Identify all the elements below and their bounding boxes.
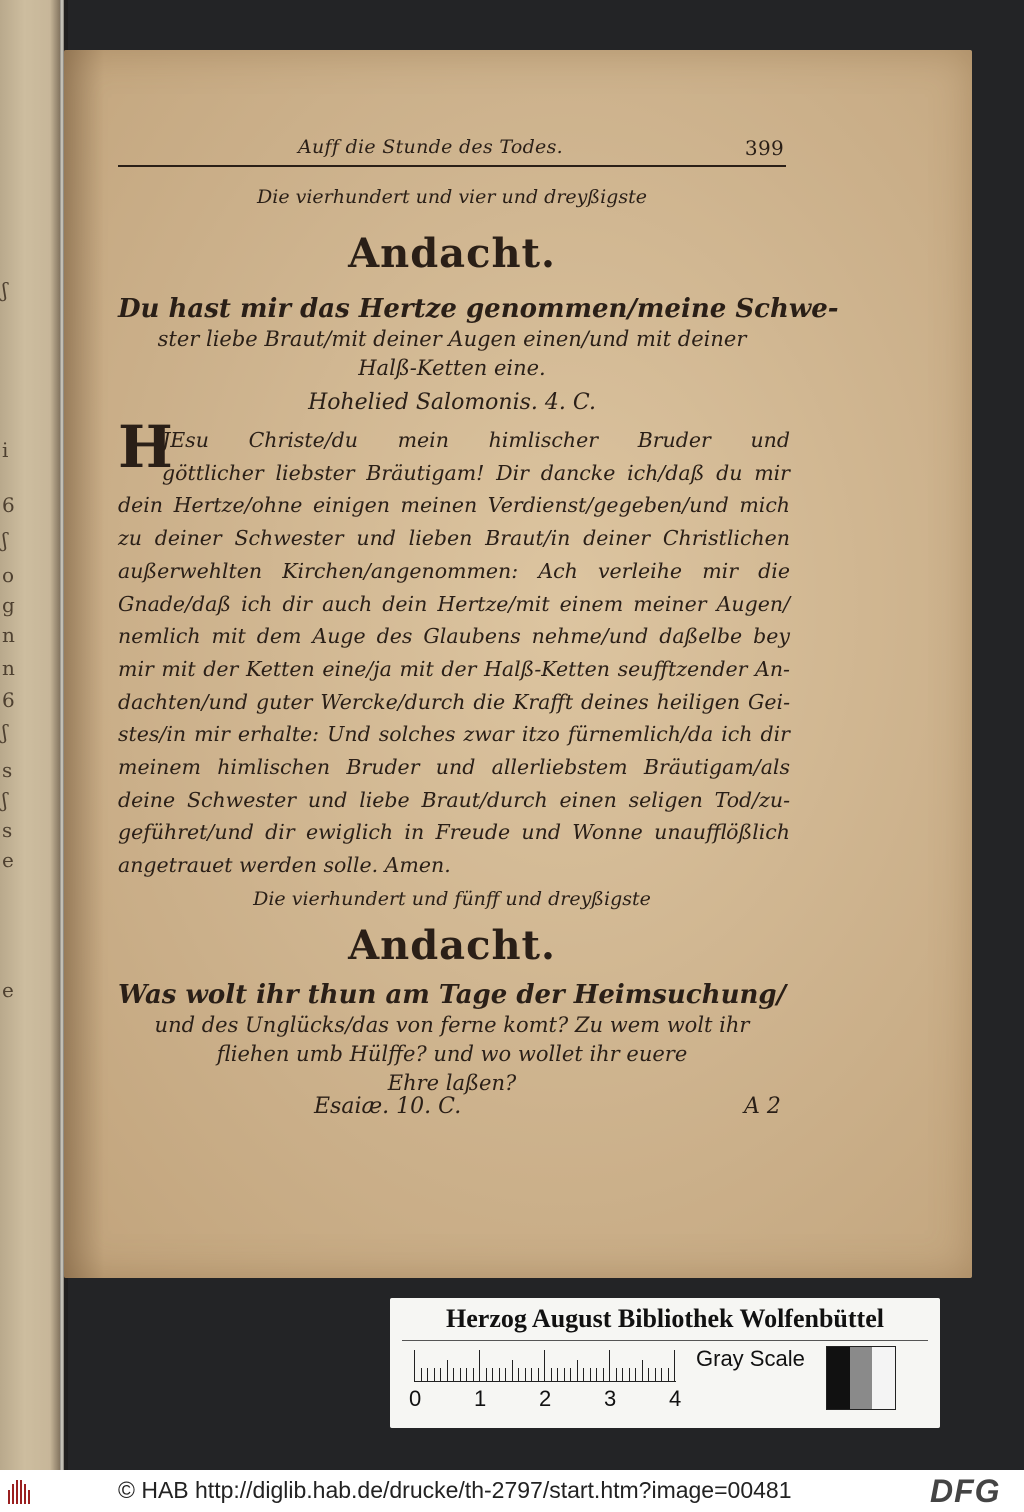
white-swatch: [872, 1347, 895, 1409]
ruler-tick: [570, 1368, 571, 1382]
ruler-tick: [538, 1368, 539, 1382]
ruler-tick: [499, 1368, 500, 1382]
body-line: mir mit der Ketten eine/ja mit der Halß-Ketten seufftzender An-: [118, 656, 790, 681]
page-number: 399: [744, 136, 784, 160]
body-line: dachten/und guter Wercke/durch die Krafft deines heiligen Gei-: [118, 689, 790, 714]
section2-reference: Esaiæ. 10. C.: [314, 1094, 462, 1119]
running-title: Auff die Stunde des Todes.: [298, 136, 563, 158]
ruler-tick: [590, 1368, 591, 1382]
ruler-label: 4: [669, 1386, 682, 1411]
dfg-logo: DFG: [930, 1473, 1001, 1509]
ruler-tick: [668, 1368, 669, 1382]
ruler-tick: [447, 1360, 448, 1382]
section1-heading: Andacht.: [348, 230, 556, 277]
section2-verse-line: und des Unglücks/das von ferne komt? Zu wem wolt ihr: [154, 1013, 750, 1037]
measurement-ruler: [414, 1350, 676, 1382]
ruler-label: 0: [409, 1386, 422, 1411]
black-swatch: [827, 1347, 850, 1409]
section2-heading: Andacht.: [348, 922, 556, 969]
ruler-tick: [518, 1368, 519, 1382]
body-line: göttlicher liebster Bräutigam! Dir dancke ich/daß du mir: [162, 460, 790, 485]
body-line: Gnade/daß ich dir auch dein Hertze/mit einem meiner Augen/: [118, 591, 790, 616]
ruler-tick: [622, 1368, 623, 1382]
body-line: JEsu Christe/du mein himlischer Bruder und: [162, 428, 790, 452]
section1-verse-line: Du hast mir das Hertze genommen/meine Schwe-: [118, 294, 839, 324]
body-line: geführet/und dir ewiglich in Freude und Wonne unaufflößlich: [118, 820, 790, 845]
ruler-tick: [531, 1368, 532, 1382]
previous-page-edge: ʃ i 6 ʃ o g n n 6 ʃ s ʃ s e e: [0, 0, 62, 1470]
library-logo-icon: [8, 1478, 34, 1504]
ruler-tick: [473, 1368, 474, 1382]
ruler-tick: [596, 1368, 597, 1382]
ruler-tick: [460, 1368, 461, 1382]
body-line: zu deiner Schwester und lieben Braut/in deiner Christlichen: [118, 526, 790, 551]
mid-gray-swatch: [850, 1347, 873, 1409]
book-page: [64, 50, 972, 1278]
ruler-tick: [453, 1368, 454, 1382]
section1-verse-line: Halß-Ketten eine.: [358, 356, 546, 380]
section2-intro: Die vierhundert und fünff und dreyßigste: [253, 888, 651, 910]
ruler-tick: [486, 1368, 487, 1382]
ruler-tick: [479, 1350, 480, 1382]
ruler-label: 2: [539, 1386, 552, 1411]
section2-verse-line: fliehen umb Hülffe? und wo wollet ihr euere: [216, 1042, 688, 1066]
ruler-tick: [583, 1368, 584, 1382]
ruler-tick: [512, 1360, 513, 1382]
body-line: nemlich mit dem Auge des Glaubens nehme/und daßelbe bey: [118, 624, 790, 649]
ruler-tick: [557, 1368, 558, 1382]
ruler-tick: [616, 1368, 617, 1382]
page-gutter-shade: [64, 50, 104, 1278]
ruler-tick: [427, 1368, 428, 1382]
ruler-tick: [635, 1368, 636, 1382]
ruler-tick: [577, 1360, 578, 1382]
body-line: dein Hertze/ohne einigen meinen Verdienst/gegeben/und mich: [118, 493, 790, 518]
gray-scale-swatches: [826, 1346, 896, 1410]
section2-verse-line: Ehre laßen?: [387, 1071, 517, 1095]
running-head-rule: [118, 165, 786, 167]
ruler-tick: [642, 1360, 643, 1382]
section1-intro: Die vierhundert und vier und dreyßigste: [257, 186, 647, 208]
ruler-tick: [629, 1368, 630, 1382]
copyright-link[interactable]: © HAB http://diglib.hab.de/drucke/th-2797/start.htm?image=00481: [118, 1477, 792, 1503]
ruler-tick: [661, 1368, 662, 1382]
ruler-tick: [551, 1368, 552, 1382]
ruler-tick: [609, 1350, 610, 1382]
ruler-tick: [505, 1368, 506, 1382]
body-line: angetrauet werden solle. Amen.: [118, 853, 451, 878]
section1-body: [118, 424, 790, 882]
ruler-tick: [564, 1368, 565, 1382]
color-scale-card: [390, 1298, 940, 1428]
viewer-footer: [0, 1470, 1024, 1512]
body-line: stes/in mir erhalte: Und solches zwar itzo fürnemlich/da ich dir: [118, 722, 790, 747]
section2-verse-line: Was wolt ihr thun am Tage der Heimsuchung/: [118, 980, 787, 1010]
section1-verse-line: ster liebe Braut/mit deiner Augen einen/und mit deiner: [157, 327, 747, 351]
ruler-tick: [648, 1368, 649, 1382]
ruler-label: 3: [604, 1386, 617, 1411]
ruler-tick: [434, 1368, 435, 1382]
signature-mark: A 2: [744, 1094, 781, 1119]
ruler-tick: [655, 1368, 656, 1382]
ruler-tick: [466, 1368, 467, 1382]
body-line: meinem himlischen Bruder und allerliebstem Bräutigam/als: [118, 755, 790, 780]
card-divider: [402, 1340, 928, 1341]
section2-verse: [118, 980, 786, 1098]
library-name: Herzog August Bibliothek Wolfenbüttel: [446, 1304, 884, 1333]
ruler-tick: [421, 1368, 422, 1382]
section1-reference: Hohelied Salomonis. 4. C.: [308, 390, 596, 415]
ruler-tick: [525, 1368, 526, 1382]
ruler-tick: [440, 1368, 441, 1382]
body-line: außerwehlten Kirchen/angenommen: Ach verleihe mir die: [118, 558, 790, 583]
section1-verse: [118, 294, 839, 383]
drop-cap: H: [118, 413, 173, 481]
body-line: deine Schwester und liebe Braut/durch einen seligen Tod/zu-: [118, 787, 790, 812]
ruler-label: 1: [474, 1386, 487, 1411]
ruler-tick: [544, 1350, 545, 1382]
ruler-tick: [674, 1350, 675, 1382]
ruler-tick: [492, 1368, 493, 1382]
gray-scale-label: Gray Scale: [696, 1346, 805, 1371]
ruler-tick: [603, 1368, 604, 1382]
ruler-tick: [414, 1350, 415, 1382]
